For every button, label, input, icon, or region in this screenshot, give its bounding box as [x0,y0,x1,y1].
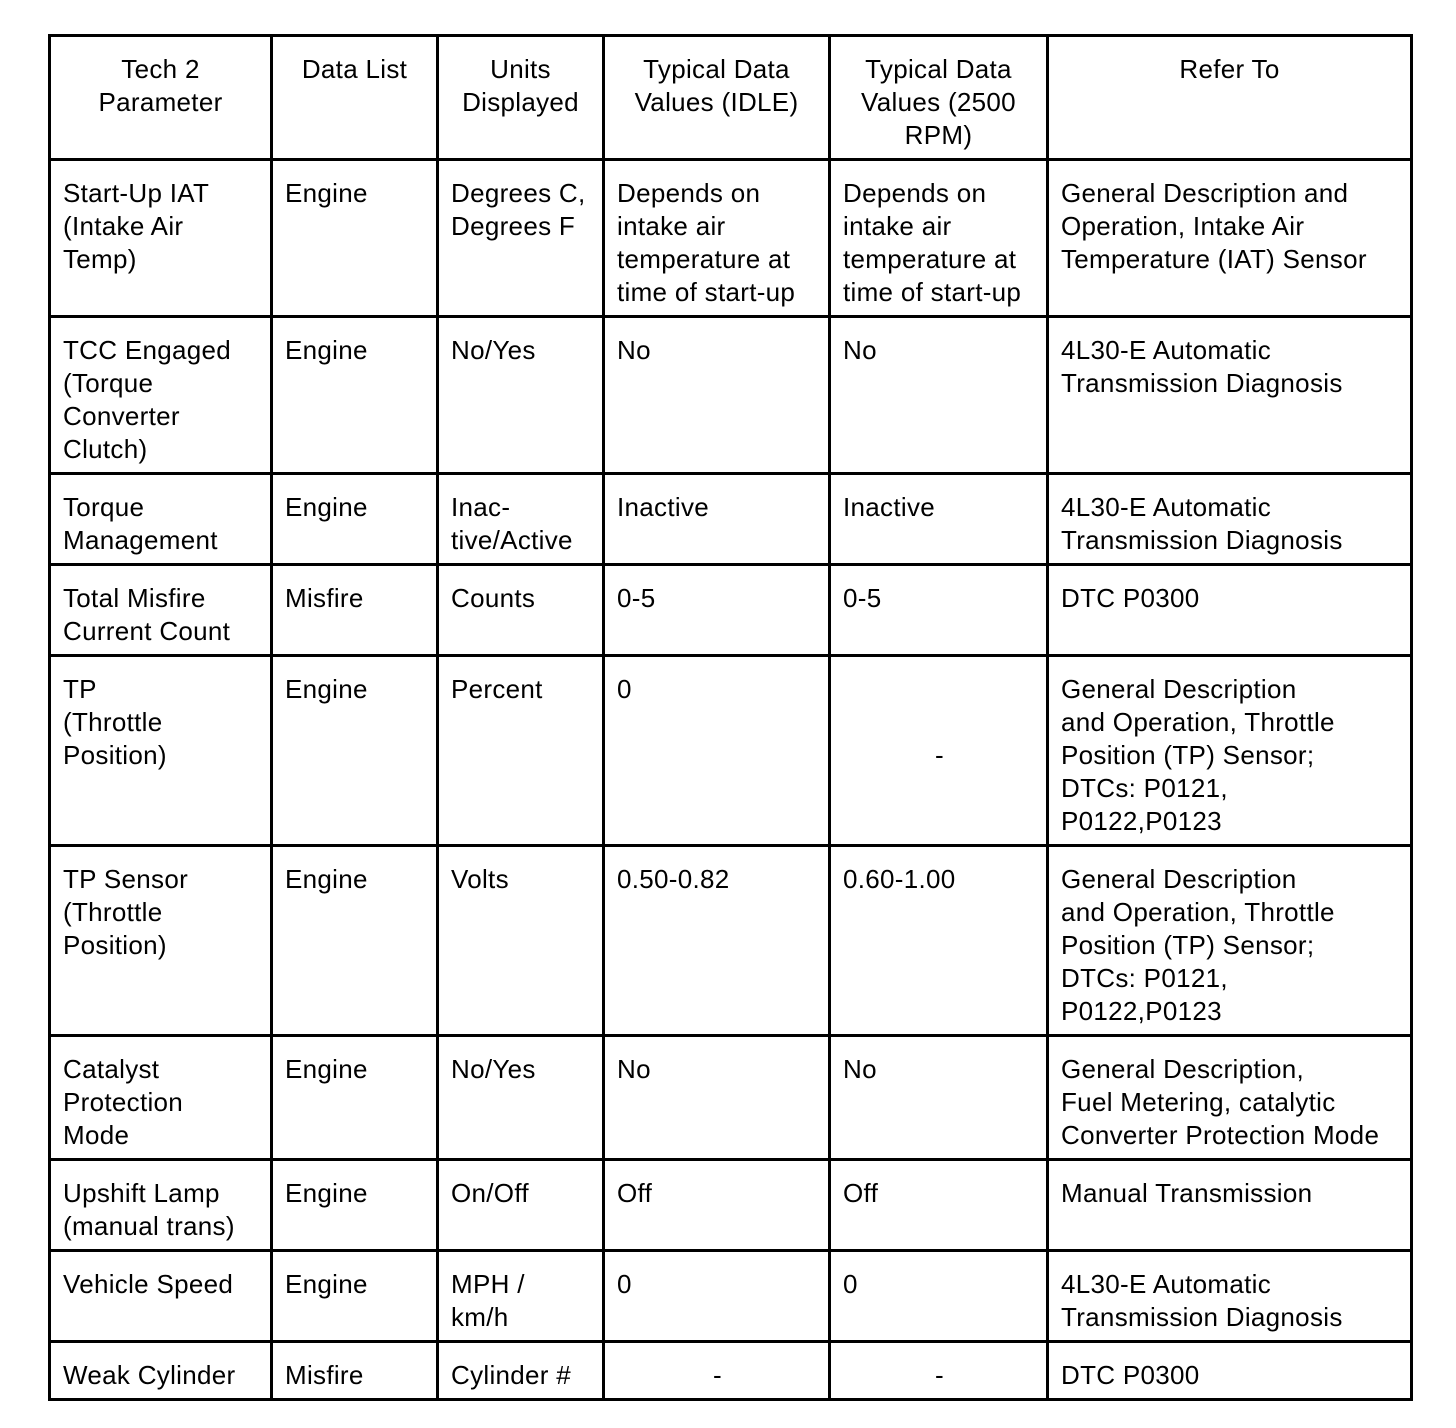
parameter-table [48,34,1413,1401]
cell-idle: 0 [604,1251,830,1342]
cell-units: Percent [438,656,604,846]
cell-parameter: TCC Engaged (Torque Converter Clutch) [50,317,272,474]
cell-data-list: Engine [272,1036,438,1160]
cell-refer-to: General Description and Operation, Throttle Position (TP) Sensor; DTCs: P0121, P0122,P0123 [1048,846,1412,1036]
table-row [50,1251,1412,1342]
cell-units: MPH / km/h [438,1251,604,1342]
table-row [50,1036,1412,1160]
cell-2500rpm: No [830,1036,1048,1160]
cell-units: Degrees C, Degrees F [438,160,604,317]
cell-idle: - [604,1342,830,1400]
cell-refer-to: 4L30-E Automatic Transmission Diagnosis [1048,474,1412,565]
table-row [50,1160,1412,1251]
cell-refer-to: DTC P0300 [1048,1342,1412,1400]
cell-data-list: Engine [272,474,438,565]
cell-units: Counts [438,565,604,656]
cell-idle: Depends on intake air temperature at time of start-up [604,160,830,317]
cell-parameter: Weak Cylinder [50,1342,272,1400]
table-row [50,656,1412,846]
cell-idle: No [604,317,830,474]
cell-2500rpm: 0 [830,1251,1048,1342]
cell-units: On/Off [438,1160,604,1251]
cell-units: Inac- tive/Active [438,474,604,565]
cell-parameter: Upshift Lamp (manual trans) [50,1160,272,1251]
cell-refer-to: General Description and Operation, Intake Air Temperature (IAT) Sensor [1048,160,1412,317]
cell-2500rpm: 0-5 [830,565,1048,656]
header-tech2-parameter: Tech 2 Parameter [50,36,272,160]
cell-data-list: Engine [272,1251,438,1342]
header-data-list: Data List [272,36,438,160]
cell-refer-to: 4L30-E Automatic Transmission Diagnosis [1048,1251,1412,1342]
table-row [50,565,1412,656]
table-row [50,474,1412,565]
cell-units: Volts [438,846,604,1036]
cell-idle: Inactive [604,474,830,565]
cell-idle: 0.50-0.82 [604,846,830,1036]
cell-parameter: TP Sensor (Throttle Position) [50,846,272,1036]
cell-2500rpm: - [830,656,1048,846]
cell-units: No/Yes [438,1036,604,1160]
cell-refer-to: 4L30-E Automatic Transmission Diagnosis [1048,317,1412,474]
header-typical-idle: Typical Data Values (IDLE) [604,36,830,160]
cell-refer-to: General Description and Operation, Throttle Position (TP) Sensor; DTCs: P0121, P0122,P0123 [1048,656,1412,846]
header-units-displayed: Units Displayed [438,36,604,160]
cell-parameter: TP (Throttle Position) [50,656,272,846]
cell-units: No/Yes [438,317,604,474]
cell-refer-to: Manual Transmission [1048,1160,1412,1251]
cell-data-list: Misfire [272,1342,438,1400]
cell-refer-to: General Description, Fuel Metering, catalytic Converter Protection Mode [1048,1036,1412,1160]
cell-data-list: Engine [272,1160,438,1251]
cell-idle: 0 [604,656,830,846]
cell-data-list: Misfire [272,565,438,656]
cell-data-list: Engine [272,317,438,474]
table-row [50,1342,1412,1400]
cell-2500rpm: No [830,317,1048,474]
cell-idle: Off [604,1160,830,1251]
table-header-row [50,36,1412,160]
cell-parameter: Start-Up IAT (Intake Air Temp) [50,160,272,317]
cell-2500rpm: Off [830,1160,1048,1251]
table-row [50,846,1412,1036]
cell-2500rpm: Depends on intake air temperature at time of start-up [830,160,1048,317]
cell-parameter: Catalyst Protection Mode [50,1036,272,1160]
header-typical-2500rpm: Typical Data Values (2500 RPM) [830,36,1048,160]
cell-parameter: Vehicle Speed [50,1251,272,1342]
cell-data-list: Engine [272,656,438,846]
header-refer-to: Refer To [1048,36,1412,160]
cell-idle: 0-5 [604,565,830,656]
table-row [50,160,1412,317]
cell-idle: No [604,1036,830,1160]
table-row [50,317,1412,474]
cell-2500rpm: Inactive [830,474,1048,565]
cell-2500rpm: 0.60-1.00 [830,846,1048,1036]
cell-data-list: Engine [272,846,438,1036]
cell-refer-to: DTC P0300 [1048,565,1412,656]
cell-data-list: Engine [272,160,438,317]
cell-parameter: Total Misfire Current Count [50,565,272,656]
cell-2500rpm: - [830,1342,1048,1400]
cell-parameter: Torque Management [50,474,272,565]
cell-units: Cylinder # [438,1342,604,1400]
